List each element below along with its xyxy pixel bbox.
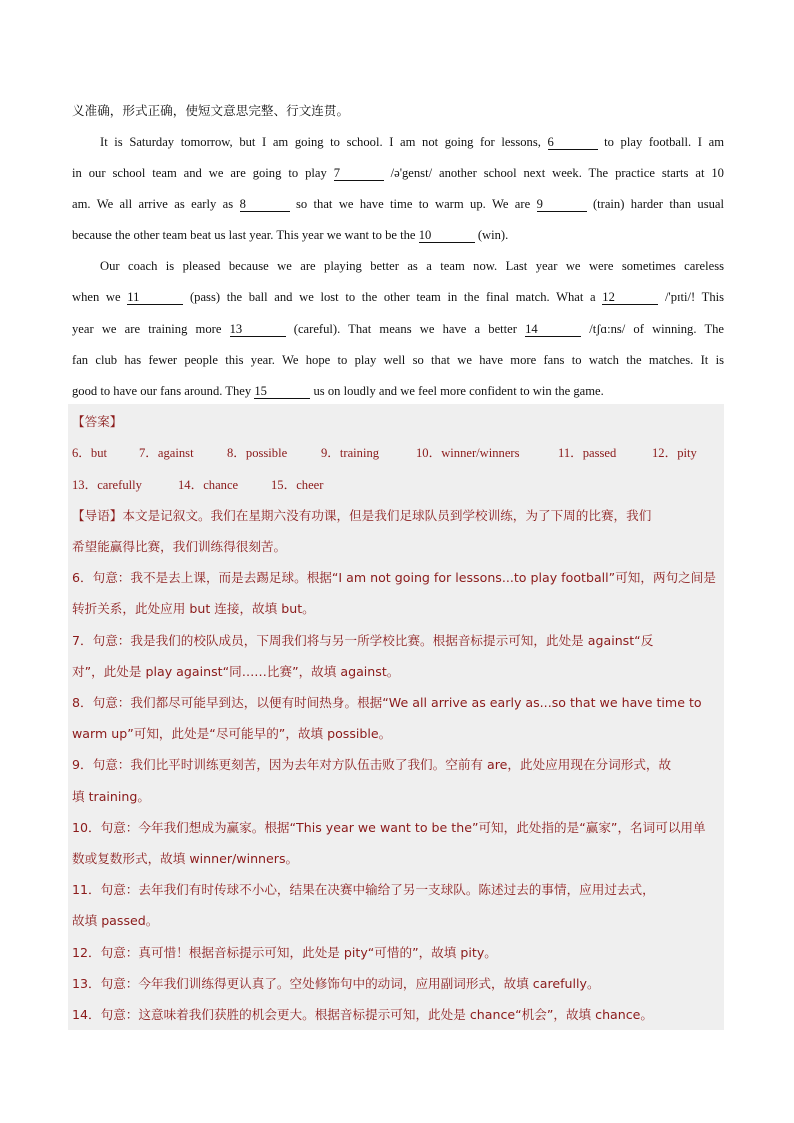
passage-line: Our coach is pleased because we are playing better as a team now. Last year we were sometimes careless (100, 259, 724, 273)
explanation-line: 填 training。 (72, 789, 150, 804)
passage-line: year we are training more 13 (careful). That means we have a better 14 /tʃɑ:ns/ of winning. The (72, 322, 725, 336)
answer-item: 12．pity (652, 446, 697, 460)
explanation-line: 10．句意：今年我们想成为赢家。根据“This year we want to be the”可知，此处指的是“赢家”，名词可以用单 (72, 820, 706, 835)
answer-title: 【答案】 (72, 414, 123, 429)
guide-text: 本文是记叙文。我们在星期六没有功课，但是我们足球队员到学校训练，为了下周的比赛，我们 (122, 508, 652, 523)
answer-item: 9．training (321, 446, 380, 460)
guide-title: 【导语】 (72, 508, 123, 523)
intro-line: 义准确，形式正确，使短文意思完整、行文连贯。 (72, 103, 350, 118)
blank-8[interactable]: 8 (240, 197, 290, 212)
blank-11[interactable]: 11 (127, 290, 183, 305)
explanation-line: warm up”可知，此处是“尽可能早的”，故填 possible。 (72, 726, 392, 741)
explanation-line: 数或复数形式，故填 winner/winners。 (72, 851, 299, 866)
blank-15[interactable]: 15 (254, 384, 310, 399)
guide-line: 希望能赢得比赛，我们训练得很刻苦。 (72, 539, 287, 554)
explanation-line: 8．句意：我们都尽可能早到达，以便有时间热身。根据“We all arrive as early as...so that we have time to (72, 695, 702, 710)
passage-line: fan club has fewer people this year. We hope to play well so that we have more fans to watch the matches. It is (72, 353, 724, 367)
blank-6[interactable]: 6 (548, 135, 598, 150)
passage-line: in our school team and we are going to play 7 /ə'genst/ another school next week. The practice starts at 10 (72, 166, 724, 180)
answer-item: 6．but (72, 446, 107, 460)
blank-9[interactable]: 9 (537, 197, 587, 212)
answer-section-background (68, 404, 724, 1030)
blank-7[interactable]: 7 (334, 166, 384, 181)
blank-13[interactable]: 13 (230, 322, 286, 337)
blank-12[interactable]: 12 (602, 290, 658, 305)
explanation-line: 13．句意：今年我们训练得更认真了。空处修饰句中的动词，应用副词形式，故填 carefully。 (72, 976, 600, 991)
explanation-line: 14．句意：这意味着我们获胜的机会更大。根据音标提示可知，此处是 chance“机会”，故填 chance。 (72, 1007, 654, 1022)
explanation-line: 转折关系，此处应用 but 连接，故填 but。 (72, 601, 315, 616)
passage-line: when we 11 (pass) the ball and we lost to the other team in the final match. What a 12 /'pɪti/! This (72, 290, 725, 304)
explanation-line: 9．句意：我们比平时训练更刻苦，因为去年对方队伍击败了我们。空前有 are，此处应用现在分词形式，故 (72, 757, 672, 772)
passage-line: good to have our fans around. They 15 us on loudly and we feel more confident to win the game. (72, 384, 604, 398)
explanation-line: 故填 passed。 (72, 913, 159, 928)
guide-line (72, 507, 724, 525)
blank-14[interactable]: 14 (525, 322, 581, 337)
answer-item: 8．possible (227, 446, 288, 460)
explanation-line: 6．句意：我不是去上课，而是去踢足球。根据“I am not going for lessons...to play football”可知，两句之间是 (72, 570, 716, 585)
answer-item: 14．chance (178, 478, 239, 492)
explanation-line: 对”，此处是 play against“同……比赛”，故填 against。 (72, 664, 400, 679)
blank-10[interactable]: 10 (419, 228, 475, 243)
explanation-line: 7．句意：我是我们的校队成员，下周我们将与另一所学校比赛。根据音标提示可知，此处是 against“反 (72, 633, 654, 648)
answer-item: 13．carefully (72, 478, 142, 492)
explanation-line: 11．句意：去年我们有时传球不小心，结果在决赛中输给了另一支球队。陈述过去的事情，应用过去式， (72, 882, 655, 897)
passage-line: because the other team beat us last year. This year we want to be the 10 (win). (72, 228, 509, 242)
answer-item: 11．passed (558, 446, 617, 460)
answer-item: 7．against (139, 446, 194, 460)
answer-item: 10．winner/winners (416, 446, 520, 460)
passage-line: It is Saturday tomorrow, but I am going to school. I am not going for lessons, 6 to play football. I am (100, 135, 724, 149)
explanation-line: 12．句意：真可惜！根据音标提示可知，此处是 pity“可惜的”，故填 pity。 (72, 945, 497, 960)
passage-line: am. We all arrive as early as 8 so that we have time to warm up. We are 9 (train) harder than usual (72, 197, 724, 211)
answer-item: 15．cheer (271, 478, 324, 492)
